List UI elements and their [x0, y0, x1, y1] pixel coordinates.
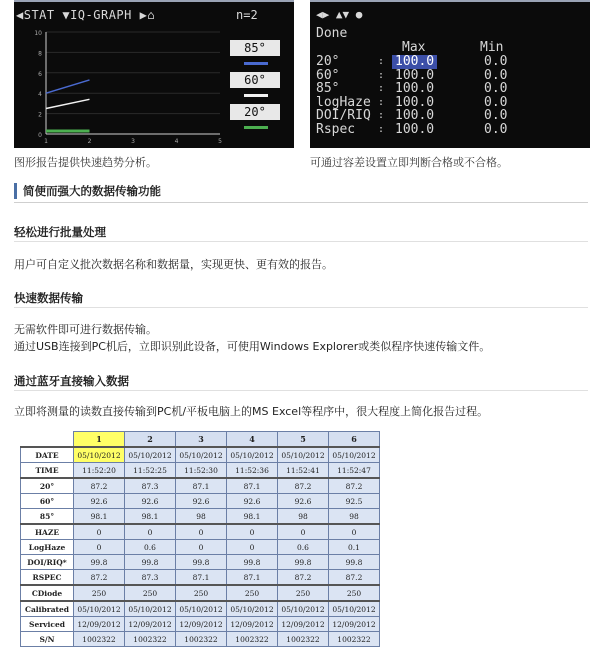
max-value[interactable]: 100.0: [395, 94, 435, 110]
legend-swatch: [244, 126, 268, 129]
table-row: [21, 601, 380, 617]
table-cell: 11:52:30: [176, 463, 227, 479]
table-cell: 12/09/2012: [329, 617, 380, 632]
x-tick-label: 4: [174, 138, 179, 144]
row-label: TIME: [21, 463, 74, 479]
table-cell: 11:52:20: [74, 463, 125, 479]
table-cell: 1002322: [176, 632, 227, 647]
table-cell: 05/10/2012: [176, 601, 227, 617]
legend-swatch: [244, 62, 268, 65]
table-cell: 0: [74, 540, 125, 555]
min-value[interactable]: 0.0: [484, 81, 508, 96]
section-title: 简便而强大的数据传输功能: [14, 183, 588, 199]
table-cell: 05/10/2012: [227, 447, 278, 463]
tolerance-label: 60°: [316, 67, 340, 83]
corner-cell: [21, 432, 74, 448]
min-value[interactable]: 0.0: [484, 94, 508, 110]
graph-header: ◀STAT ▼IQ-GRAPH ▶⌂: [16, 8, 156, 22]
max-value[interactable]: 100.0: [395, 121, 435, 137]
table-row: [21, 570, 380, 586]
row-label: CDiode: [21, 585, 74, 601]
separator: :: [378, 110, 385, 121]
tolerance-screen: [310, 0, 590, 148]
table-cell: 0: [74, 524, 125, 540]
bluetooth-heading: 通过蓝牙直接输入数据: [14, 374, 129, 388]
table-cell: 87.3: [125, 570, 176, 586]
series-line-85deg: [46, 80, 90, 93]
table-row: [21, 555, 380, 570]
tolerance-label: 85°: [316, 81, 340, 96]
row-label: S/N: [21, 632, 74, 647]
table-cell: 92.6: [278, 494, 329, 509]
table-cell: 05/10/2012: [278, 601, 329, 617]
heading-underline: [14, 390, 588, 391]
table-cell: 92.5: [329, 494, 380, 509]
table-cell: 11:52:41: [278, 463, 329, 479]
table-cell: 98.1: [125, 509, 176, 525]
column-header: 1: [74, 432, 125, 448]
min-value[interactable]: 0.0: [484, 108, 508, 123]
table-row: [21, 524, 380, 540]
tolerance-row[interactable]: [316, 55, 586, 69]
table-cell: 0: [176, 540, 227, 555]
table-row: [21, 632, 380, 647]
series-line-60deg: [46, 99, 90, 108]
heading-underline: [14, 307, 588, 308]
column-header: 3: [176, 432, 227, 448]
table-cell: 1002322: [278, 632, 329, 647]
tolerance-label: DOI/RIQ: [316, 108, 371, 123]
graph-screen: [14, 0, 294, 148]
min-column-header: Min: [480, 40, 504, 55]
fast-transfer-text-2: 通过USB连接到PC机后，立即识别此设备，可使用Windows Explorer或类似程序快速传输文件。: [14, 340, 491, 353]
y-tick-label: 8: [38, 50, 42, 58]
tolerance-row[interactable]: [316, 69, 586, 83]
row-label: 20°: [21, 478, 74, 494]
max-column-header: Max: [402, 40, 426, 55]
table-cell: 12/09/2012: [125, 617, 176, 632]
table-cell: 250: [227, 585, 278, 601]
tolerance-row[interactable]: [316, 123, 586, 137]
tolerance-label: logHaze: [316, 94, 371, 110]
table-row: [21, 463, 380, 479]
table-cell: 0.6: [125, 540, 176, 555]
table-cell: 1002322: [74, 632, 125, 647]
batch-processing-heading: 轻松进行批量处理: [14, 225, 106, 239]
graph-caption: 图形报告提供快速趋势分析。: [14, 156, 157, 169]
table-cell: 92.6: [176, 494, 227, 509]
batch-processing-text: 用户可自定义批次数据名称和数据量，实现更快、更有效的报告。: [14, 258, 333, 271]
tolerance-row[interactable]: [316, 109, 586, 123]
table-cell: 05/10/2012: [176, 447, 227, 463]
table-cell: 0: [329, 524, 380, 540]
row-label: Serviced: [21, 617, 74, 632]
row-label: HAZE: [21, 524, 74, 540]
table-cell: 250: [176, 585, 227, 601]
table-cell: 05/10/2012: [278, 447, 329, 463]
table-cell: 87.1: [176, 570, 227, 586]
table-cell: 11:52:36: [227, 463, 278, 479]
heading-underline: [14, 241, 588, 242]
screen-top-strip: [310, 0, 590, 2]
graph-legend: [220, 40, 290, 140]
table-cell: 0: [278, 524, 329, 540]
table-cell: 99.8: [329, 555, 380, 570]
x-tick-label: 3: [131, 138, 135, 144]
max-value[interactable]: 100.0: [392, 55, 437, 69]
table-cell: 87.2: [329, 478, 380, 494]
row-label: 60°: [21, 494, 74, 509]
table-cell: 99.8: [125, 555, 176, 570]
legend-value-box: 60°: [230, 72, 280, 88]
table-cell: 1002322: [329, 632, 380, 647]
table-cell: 98: [278, 509, 329, 525]
y-tick-label: 4: [38, 91, 42, 99]
min-value[interactable]: 0.0: [484, 121, 508, 137]
table-cell: 87.2: [74, 478, 125, 494]
table-cell: 87.1: [227, 478, 278, 494]
table-cell: 87.2: [278, 570, 329, 586]
table-cell: 250: [329, 585, 380, 601]
excel-data-table: [20, 431, 380, 647]
table-cell: 05/10/2012: [125, 447, 176, 463]
table-cell: 92.6: [74, 494, 125, 509]
table-cell: 99.8: [176, 555, 227, 570]
sample-count: n=2: [236, 8, 258, 22]
table-cell: 0: [125, 524, 176, 540]
table-cell: 92.6: [227, 494, 278, 509]
tolerance-row[interactable]: [316, 82, 586, 96]
row-label: RSPEC: [21, 570, 74, 586]
table-cell: 87.1: [176, 478, 227, 494]
table-row: [21, 494, 380, 509]
row-label: 85°: [21, 509, 74, 525]
row-label: Calibrated: [21, 601, 74, 617]
table-cell: 0: [176, 524, 227, 540]
column-header: 2: [125, 432, 176, 448]
table-cell: 250: [74, 585, 125, 601]
table-cell: 12/09/2012: [176, 617, 227, 632]
y-tick-label: 2: [38, 111, 42, 119]
table-cell: 1002322: [125, 632, 176, 647]
bluetooth-text: 立即将测量的读数直接传输到PC机/平板电脑上的MS Excel等程序中，很大程度上简化报告过程。: [14, 405, 489, 418]
min-value[interactable]: 0.0: [484, 54, 508, 69]
table-row: [21, 540, 380, 555]
table-cell: 12/09/2012: [278, 617, 329, 632]
table-cell: 0: [227, 540, 278, 555]
column-header: 6: [329, 432, 380, 448]
column-header: 5: [278, 432, 329, 448]
y-tick-label: 0: [38, 132, 42, 139]
separator: :: [378, 96, 385, 108]
separator: :: [378, 123, 385, 135]
table-cell: 12/09/2012: [74, 617, 125, 632]
table-cell: 1002322: [227, 632, 278, 647]
table-cell: 87.2: [329, 570, 380, 586]
table-cell: 98.1: [74, 509, 125, 525]
separator: :: [378, 83, 385, 94]
table-cell: 87.2: [74, 570, 125, 586]
table-cell: 98: [329, 509, 380, 525]
screen-top-strip: [14, 0, 294, 2]
table-cell: 05/10/2012: [329, 447, 380, 463]
table-cell: 0.6: [278, 540, 329, 555]
x-tick-label: 2: [87, 138, 92, 144]
row-label: DOI/RIQ*: [21, 555, 74, 570]
table-cell: 250: [278, 585, 329, 601]
min-value[interactable]: 0.0: [484, 67, 508, 83]
table-cell: 12/09/2012: [227, 617, 278, 632]
table-cell: 87.1: [227, 570, 278, 586]
separator: :: [378, 56, 385, 67]
legend-value-box: 20°: [230, 104, 280, 120]
table-cell: 05/10/2012: [227, 601, 278, 617]
table-cell: 99.8: [227, 555, 278, 570]
table-row: [21, 585, 380, 601]
table-cell: 99.8: [278, 555, 329, 570]
table-cell: 05/10/2012: [74, 447, 125, 463]
table-cell: 0: [227, 524, 278, 540]
x-tick-label: 5: [218, 138, 222, 144]
table-cell: 99.8: [74, 555, 125, 570]
column-header: 4: [227, 432, 278, 448]
tolerance-label: 20°: [316, 54, 340, 69]
table-cell: 87.2: [278, 478, 329, 494]
table-cell: 11:52:25: [125, 463, 176, 479]
legend-swatch: [244, 94, 268, 97]
table-row: [21, 478, 380, 494]
row-label: LogHaze: [21, 540, 74, 555]
table-cell: 0.1: [329, 540, 380, 555]
trend-graph: [14, 24, 224, 144]
table-cell: 98: [176, 509, 227, 525]
table-row: [21, 509, 380, 525]
table-cell: 05/10/2012: [74, 601, 125, 617]
max-value[interactable]: 100.0: [395, 108, 435, 123]
table-row: [21, 617, 380, 632]
max-value[interactable]: 100.0: [395, 67, 435, 83]
table-row: [21, 447, 380, 463]
row-label: DATE: [21, 447, 74, 463]
x-tick-label: 1: [44, 138, 48, 144]
tolerance-label: Rspec: [316, 121, 356, 137]
fast-transfer-text-1: 无需软件即可进行数据传输。: [14, 323, 157, 336]
table-cell: 11:52:47: [329, 463, 380, 479]
table-cell: 98.1: [227, 509, 278, 525]
max-value[interactable]: 100.0: [395, 81, 435, 96]
separator: :: [378, 69, 385, 81]
tolerance-caption: 可通过容差设置立即判断合格或不合格。: [310, 156, 508, 169]
table-cell: 87.3: [125, 478, 176, 494]
y-tick-label: 10: [34, 30, 42, 37]
table-cell: 250: [125, 585, 176, 601]
y-tick-label: 6: [38, 70, 42, 78]
legend-value-box: 85°: [230, 40, 280, 56]
table-cell: 05/10/2012: [125, 601, 176, 617]
table-cell: 92.6: [125, 494, 176, 509]
table-header-row: [21, 432, 380, 448]
section-divider: [14, 177, 588, 203]
table-cell: 05/10/2012: [329, 601, 380, 617]
status-text: Done: [316, 26, 348, 41]
fast-transfer-heading: 快速数据传输: [14, 291, 83, 305]
nav-header: ◀▶ ▲▼ ●: [316, 8, 363, 21]
